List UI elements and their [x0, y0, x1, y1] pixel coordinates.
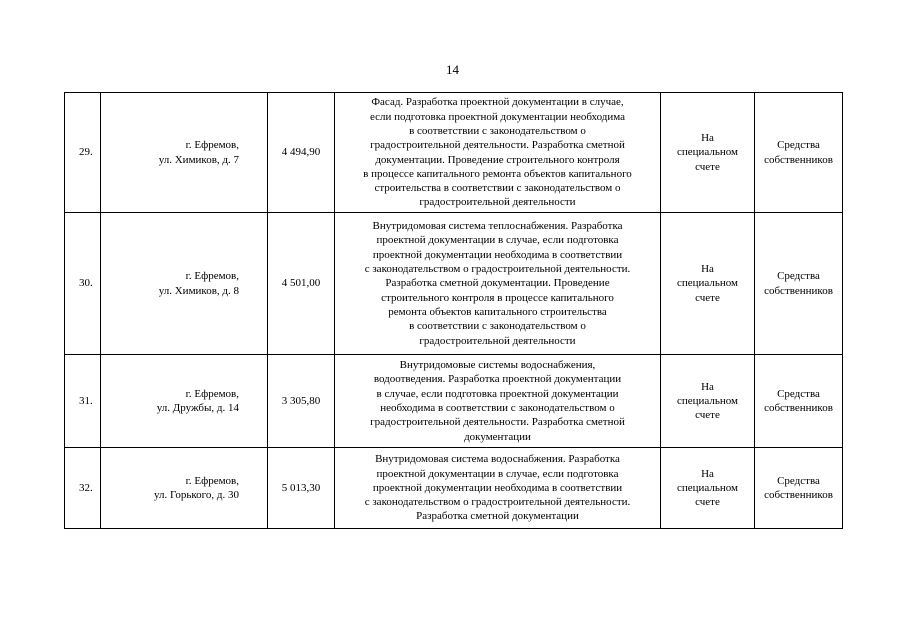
table-row	[65, 93, 843, 213]
address-cell	[101, 93, 268, 213]
table-row	[65, 213, 843, 355]
funding-source-cell	[755, 448, 843, 529]
table-row	[65, 355, 843, 448]
account-line: специальном	[676, 481, 739, 494]
account-line: счете	[695, 496, 720, 509]
address-street: ул. Химиков, д. 7	[158, 153, 239, 166]
address-street: ул. Горького, д. 30	[153, 489, 239, 501]
account-cell	[661, 93, 755, 213]
description-line: градостроительной деятельности	[419, 196, 576, 209]
account-line: На	[701, 132, 714, 145]
funding-source-cell	[755, 355, 843, 448]
row-number: 32.	[65, 448, 101, 529]
description-line: Разработка сметной документации	[416, 510, 579, 523]
description-line: в соответствии с законодательством о	[409, 124, 586, 137]
account-line: счете	[695, 409, 720, 422]
row-number: 31.	[65, 355, 101, 448]
work-description	[335, 355, 661, 448]
funding-line: Средства	[777, 139, 820, 152]
description-line: Разработка сметной документации. Проведение	[385, 277, 610, 290]
description-line: строительного контроля в процессе капитального	[381, 291, 614, 304]
cost-cell: 5 013,30	[268, 448, 335, 529]
address-city: г. Ефремов,	[185, 474, 239, 487]
account-line: счете	[695, 291, 720, 304]
page-number: 14	[446, 62, 459, 77]
description-line: проектной документации необходима в соответствии	[372, 248, 623, 261]
description-line: документации	[464, 430, 531, 443]
description-line: строительства в соответствии с законодательством о	[374, 182, 621, 195]
description-line: Внутридомовая система теплоснабжения. Разработка	[372, 220, 623, 233]
description-line: с законодательством о градостроительной деятельности.	[364, 496, 631, 509]
account-cell	[661, 448, 755, 529]
account-line: специальном	[676, 146, 739, 159]
funding-line: Средства	[777, 270, 820, 283]
account-cell	[661, 355, 755, 448]
funding-line: собственников	[764, 153, 833, 166]
account-line: специальном	[676, 394, 739, 407]
cost-cell: 4 501,00	[268, 213, 335, 355]
account-line: На	[701, 263, 714, 276]
account-cell	[661, 213, 755, 355]
funding-source-cell	[755, 93, 843, 213]
description-line: необходима в соответствии с законодательством о	[380, 402, 615, 414]
description-line: водоотведения. Разработка проектной документации	[373, 373, 622, 386]
funding-line: Средства	[777, 387, 820, 400]
funding-line: собственников	[764, 284, 833, 297]
table-row	[65, 448, 843, 529]
description-line: ремонта объектов капитального строительства	[388, 305, 607, 318]
description-line: проектной документации необходима в соответствии	[372, 481, 623, 494]
address-cell	[101, 448, 268, 529]
account-line: На	[701, 380, 714, 393]
account-line: специальном	[676, 277, 739, 290]
description-line: в процессе капитального ремонта объектов капитального	[363, 167, 632, 180]
cost-cell: 3 305,80	[268, 355, 335, 448]
work-description	[335, 213, 661, 355]
address-cell	[101, 355, 268, 448]
description-line: проектной документации в случае, если подготовка	[376, 234, 619, 247]
capital-repair-table	[64, 92, 843, 529]
address-cell	[101, 213, 268, 355]
row-number: 29.	[65, 93, 101, 213]
funding-source-cell	[755, 213, 843, 355]
description-line: с законодательством о градостроительной деятельности.	[364, 263, 631, 276]
description-line: Внутридомовые системы водоснабжения,	[399, 359, 596, 372]
description-line: проектной документации в случае, если подготовка	[376, 467, 619, 480]
work-description	[335, 448, 661, 529]
cost-cell: 4 494,90	[268, 93, 335, 213]
account-line: счете	[695, 160, 720, 173]
address-city: г. Ефремов,	[185, 270, 239, 283]
funding-line: собственников	[764, 489, 833, 501]
funding-line: собственников	[764, 402, 833, 414]
description-line: если подготовка проектной документации необходима	[369, 110, 626, 123]
description-line: в соответствии с законодательством о	[409, 320, 586, 333]
address-city: г. Ефремов,	[185, 387, 239, 400]
account-line: На	[701, 467, 714, 480]
row-number: 30.	[65, 213, 101, 355]
description-line: документации. Проведение строительного контроля	[375, 153, 620, 166]
funding-line: Средства	[777, 474, 820, 487]
description-line: градостроительной деятельности	[419, 334, 576, 347]
description-line: Внутридомовая система водоснабжения. Разработка	[375, 453, 620, 466]
description-line: Фасад. Разработка проектной документации в случае,	[371, 96, 624, 109]
address-street: ул. Химиков, д. 8	[158, 284, 239, 297]
address-city: г. Ефремов,	[185, 139, 239, 152]
description-line: градостроительной деятельности. Разработка сметной	[370, 416, 625, 429]
work-description	[335, 93, 661, 213]
description-line: в случае, если подготовка проектной документации	[376, 387, 619, 400]
description-line: градостроительной деятельности. Разработка сметной	[370, 139, 625, 152]
address-street: ул. Дружбы, д. 14	[156, 402, 239, 414]
